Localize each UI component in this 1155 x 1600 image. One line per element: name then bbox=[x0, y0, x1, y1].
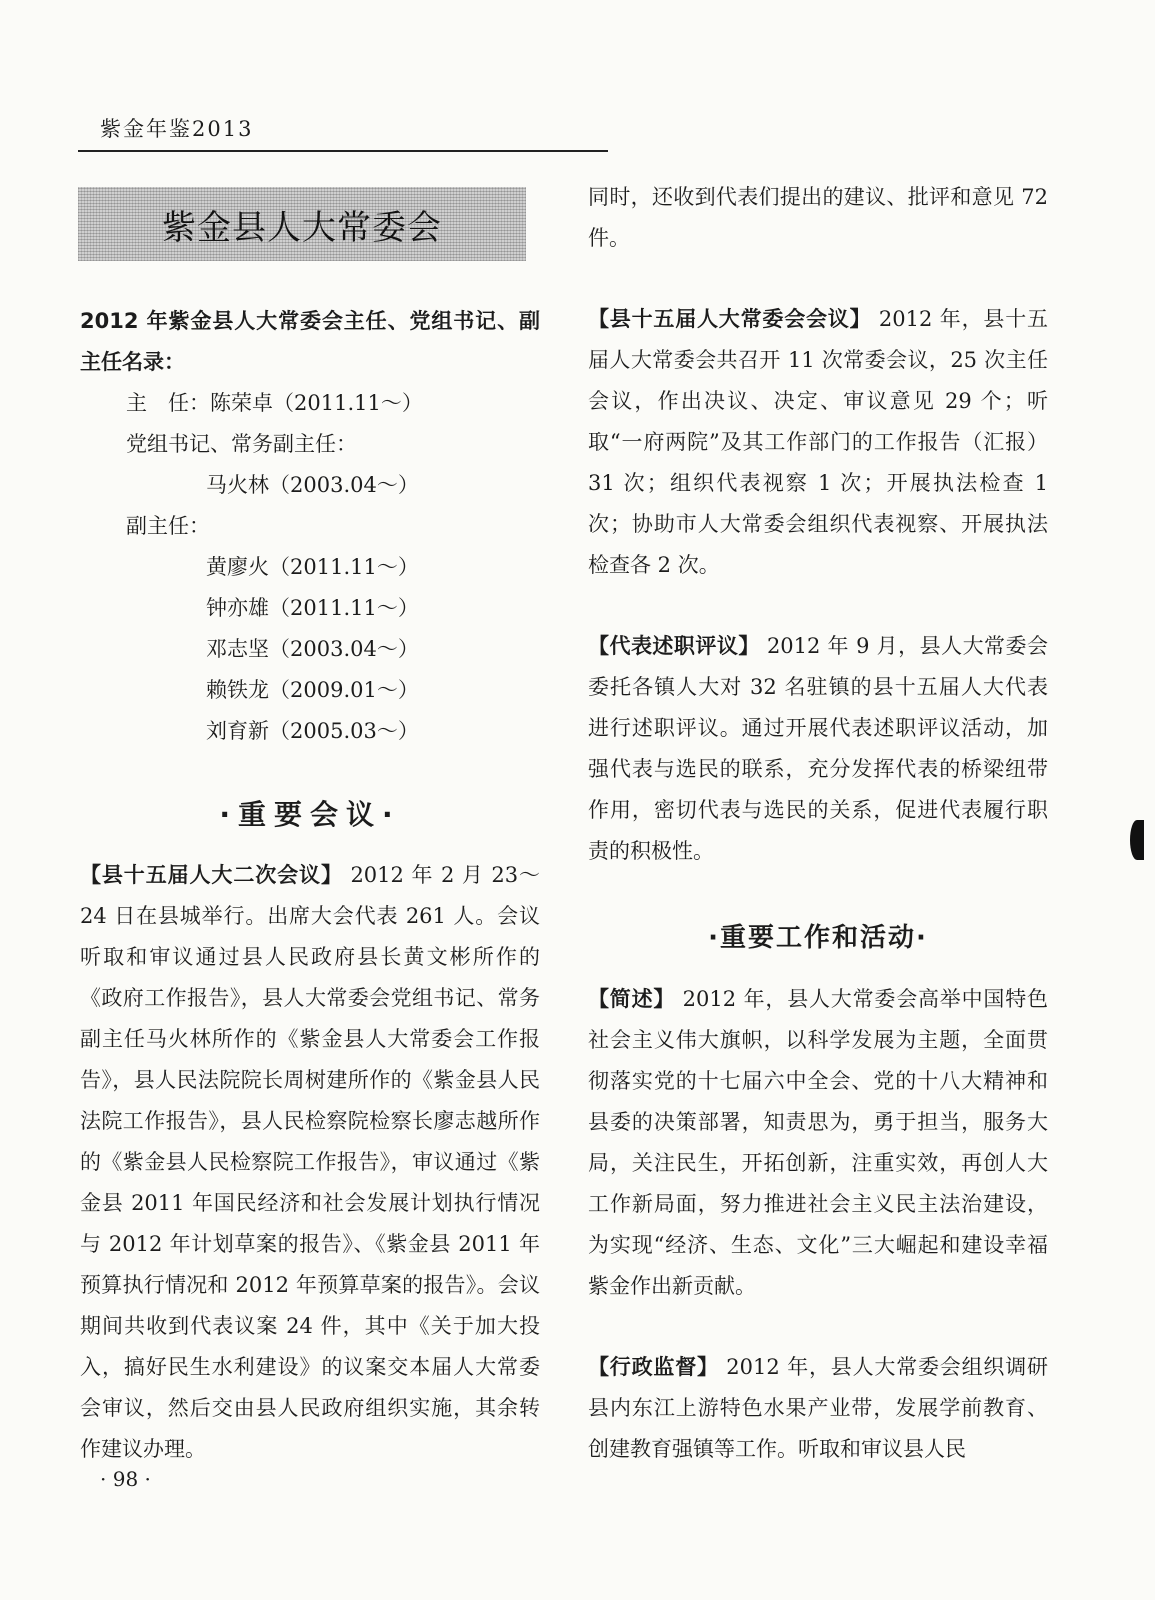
section-title-box bbox=[78, 187, 526, 261]
deputy-item: 刘育新（2005.03～） bbox=[206, 719, 419, 743]
heading-work: ·重要工作和活动· bbox=[708, 923, 928, 953]
paragraph-tag: 【县十五届人大二次会议】 bbox=[80, 863, 343, 887]
running-header: 紫金年鉴2013 bbox=[100, 117, 254, 141]
deputy-item: 邓志坚（2003.04～） bbox=[206, 637, 419, 661]
secretary-label: 党组书记、常务副主任： bbox=[126, 432, 357, 456]
paragraph-text: 2012 年，县人大常委会高举中国特色社会主义伟大旗帜，以科学发展为主题，全面贯彻落实党的十七届六中全会、党的十八大精神和县委的决策部署，知责思为，勇于担当，服务大局，关注民生，开拓创新，注重实效，再创人大工作新局面，努力推进社会主义民主法治建设，为实现“经济、生态、文化”三大崛起和建设幸福紫金作出新贡献。 bbox=[588, 987, 1048, 1298]
paragraph-congress-session bbox=[80, 855, 540, 1470]
paragraph-summary bbox=[588, 979, 1048, 1307]
paragraph-standing-committee bbox=[588, 299, 1048, 586]
paragraph-text: 2012 年 9 月，县人大常委会委托各镇人大对 32 名驻镇的县十五届人大代表进行述职评议。通过开展代表述职评议活动，加强代表与选民的联系，充分发挥代表的桥梁纽带作用，密切代表与选民的关系，促进代表履行职责的积极性。 bbox=[588, 634, 1048, 863]
deputy-item: 黄廖火（2011.11～） bbox=[206, 555, 419, 579]
right-column bbox=[588, 177, 1048, 1470]
heading-meetings: ·重要会议· bbox=[219, 798, 401, 831]
paragraph-tag: 【行政监督】 bbox=[588, 1355, 719, 1379]
paragraph-deputy-review bbox=[588, 626, 1048, 872]
paragraph-tag: 【简述】 bbox=[588, 987, 676, 1011]
header-rule bbox=[78, 150, 608, 152]
section-title: 紫金县人大常委会 bbox=[162, 207, 442, 248]
director-line: 主 任：陈荣卓（2011.11～） bbox=[126, 391, 423, 415]
deputy-item: 赖铁龙（2009.01～） bbox=[206, 678, 419, 702]
paragraph-text: 2012 年，县十五届人大常委会共召开 11 次常委会议，25 次主任会议，作出决议、决定、审议意见 29 个；听取“一府两院”及其工作部门的工作报告（汇报）31 次；组织代表视察 1 次；开展执法检查 1 次；协助市人大常委会组织代表视察、开展执法检查各 2 次。 bbox=[588, 307, 1049, 577]
spine-mark bbox=[1130, 820, 1144, 860]
paragraph-tag: 【县十五届人大常委会会议】 bbox=[588, 307, 872, 331]
deputy-label: 副主任： bbox=[126, 514, 210, 538]
paragraph-supervision bbox=[588, 1347, 1048, 1470]
paragraph-text: 2012 年，县人大常委会组织调研县内东江上游特色水果产业带，发展学前教育、创建教育强镇等工作。听取和审议县人民 bbox=[588, 1355, 1049, 1461]
paragraph-tag: 【代表述职评议】 bbox=[588, 634, 760, 658]
deputy-item: 钟亦雄（2011.11～） bbox=[206, 596, 419, 620]
secretary-name: 马火林（2003.04～） bbox=[206, 473, 419, 497]
roster-title: 2012 年紫金县人大常委会主任、党组书记、副主任名录： bbox=[80, 309, 540, 374]
paragraph-text: 2012 年 2 月 23～24 日在县城举行。出席大会代表 261 人。会议听取和审议通过县人民政府县长黄文彬所作的《政府工作报告》，县人大常委会党组书记、常务副主任马火林所作的《紫金县人大常委会工作报告》，县人民法院院长周树建所作的《紫金县人民法院工作报告》，县人民检察院检察长廖志越所作的《紫金县人民检察院工作报告》，审议通过《紫金县 2011 年国民经济和社会发展计划执行情况与 2012 年计划草案的报告》、《紫金县 2011 年预算执行情况和 2012 年预算草案的报告》。会议期间共收到代表议案 24 件，其中《关于加大投入，搞好民生水利建设》的议案交本届人大常委会审议，然后交由县人民政府组织实施，其余转作建议办理。 bbox=[80, 863, 540, 1461]
page-number: · 98 · bbox=[100, 1467, 151, 1491]
paragraph-continued: 同时，还收到代表们提出的建议、批评和意见 72 件。 bbox=[588, 185, 1048, 250]
left-column bbox=[80, 301, 540, 1470]
